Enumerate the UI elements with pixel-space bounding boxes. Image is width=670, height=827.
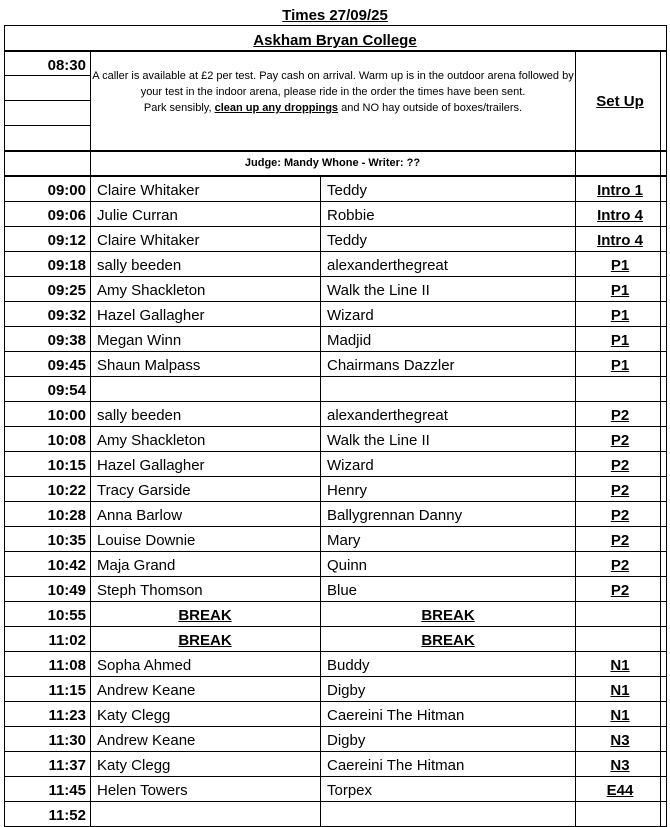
row-time: 10:55: [47, 607, 86, 624]
rider-name: Louise Downie: [97, 532, 196, 549]
test-name: N3: [610, 757, 630, 774]
row-time: 09:45: [47, 357, 86, 374]
grid-line: [4, 426, 666, 427]
rider-name: Megan Winn: [97, 332, 182, 349]
grid-line: [575, 52, 576, 826]
rider-name: Claire Whitaker: [97, 182, 200, 199]
grid-line: [4, 451, 666, 452]
grid-line: [4, 100, 90, 101]
test-name: P2: [610, 557, 630, 574]
grid-line: [4, 251, 666, 252]
rider-name: Helen Towers: [97, 782, 188, 799]
grid-line: [4, 651, 666, 652]
horse-name: Wizard: [327, 307, 374, 324]
grid-line: [4, 676, 666, 677]
test-name: P1: [610, 332, 630, 349]
rider-name: sally beeden: [97, 257, 182, 274]
grid-line: [4, 576, 666, 577]
grid-line: [4, 75, 90, 76]
row-time: 11:30: [48, 732, 86, 749]
row-time: 09:00: [47, 182, 86, 199]
rider-name: Maja Grand: [97, 557, 176, 574]
rider-name: Anna Barlow: [97, 507, 183, 524]
test-name: P2: [610, 532, 630, 549]
grid-line: [4, 351, 666, 352]
rider-name: Tracy Garside: [97, 482, 191, 499]
rider-name: Claire Whitaker: [97, 232, 200, 249]
grid-line: [4, 226, 666, 227]
row-time: 11:08: [48, 657, 86, 674]
grid-line: [4, 601, 666, 602]
grid-line: [4, 476, 666, 477]
horse-name: Ballygrennan Danny: [327, 507, 463, 524]
rider-name: Hazel Gallagher: [97, 457, 205, 474]
row-time: 09:06: [47, 207, 86, 224]
grid-line: [4, 726, 666, 727]
row-time: 09:54: [47, 382, 86, 399]
test-name: P1: [610, 282, 630, 299]
row-time: 11:23: [48, 707, 86, 724]
rider-name: Katy Clegg: [97, 757, 171, 774]
row-time: 10:08: [47, 432, 86, 449]
horse-name: Torpex: [327, 782, 373, 799]
event-info-line-2-start: Park sensibly,: [143, 102, 215, 114]
row-time: 09:38: [47, 332, 86, 349]
row-time: 11:02: [48, 632, 86, 649]
break-label: BREAK: [421, 632, 475, 649]
sheet-title: Times 27/09/25: [282, 7, 388, 24]
row-time: 10:49: [47, 582, 86, 599]
horse-name: Digby: [327, 682, 366, 699]
test-name: P1: [610, 357, 630, 374]
rider-name: sally beeden: [97, 407, 182, 424]
horse-name: Mary: [327, 532, 361, 549]
row-time: 10:00: [47, 407, 86, 424]
event-info-line-1: A caller is available at £2 per test. Pay cash on arrival. Warm up is in the outdoor arena followed by your test in the indoor arena, please ride in the order the times have been sent.: [92, 70, 574, 98]
row-time: 10:42: [47, 557, 86, 574]
rider-name: Steph Thomson: [97, 582, 203, 599]
row-time: 11:37: [48, 757, 86, 774]
row-time: 11:45: [48, 782, 86, 799]
grid-line: [4, 751, 666, 752]
grid-line: [4, 50, 666, 52]
grid-line: [4, 25, 666, 26]
test-name: Intro 4: [597, 207, 643, 224]
horse-name: Teddy: [327, 232, 368, 249]
break-label: BREAK: [421, 607, 475, 624]
grid-line: [4, 551, 666, 552]
event-info-droppings: clean up any droppings: [214, 102, 339, 114]
rider-name: Shaun Malpass: [97, 357, 201, 374]
rider-name: Katy Clegg: [97, 707, 171, 724]
row-time: 09:12: [47, 232, 86, 249]
test-name: P2: [610, 432, 630, 449]
break-label: BREAK: [178, 607, 232, 624]
test-name: P2: [610, 482, 630, 499]
event-info-line-2-end: and NO hay outside of boxes/trailers.: [338, 102, 523, 114]
grid-line: [666, 25, 667, 826]
rider-name: Julie Curran: [97, 207, 178, 224]
grid-line: [4, 125, 90, 126]
setup-label: Set Up: [596, 93, 644, 110]
rider-name: Amy Shackleton: [97, 282, 206, 299]
grid-line: [90, 52, 91, 826]
test-name: Intro 4: [597, 232, 643, 249]
test-name: Intro 1: [597, 182, 643, 199]
test-name: N3: [610, 732, 630, 749]
row-time: 09:32: [47, 307, 86, 324]
horse-name: Chairmans Dazzler: [327, 357, 455, 374]
rider-name: Hazel Gallagher: [97, 307, 205, 324]
horse-name: Henry: [327, 482, 368, 499]
horse-name: alexanderthegreat: [327, 407, 448, 424]
horse-name: alexanderthegreat: [327, 257, 448, 274]
test-name: N1: [610, 707, 630, 724]
test-name: P2: [610, 407, 630, 424]
test-name: P2: [610, 582, 630, 599]
grid-line: [4, 801, 666, 802]
horse-name: Digby: [327, 732, 366, 749]
rider-name: Andrew Keane: [97, 732, 196, 749]
horse-name: Walk the Line II: [327, 432, 430, 449]
horse-name: Wizard: [327, 457, 374, 474]
rider-name: Amy Shackleton: [97, 432, 206, 449]
break-label: BREAK: [178, 632, 232, 649]
test-name: P2: [610, 507, 630, 524]
grid-line: [4, 175, 666, 177]
test-name: P2: [610, 457, 630, 474]
horse-name: Robbie: [327, 207, 375, 224]
row-time: 11:15: [48, 682, 86, 699]
grid-line: [4, 526, 666, 527]
row-time: 10:22: [47, 482, 86, 499]
row-time: 10:35: [47, 532, 86, 549]
event-info: [92, 68, 574, 116]
grid-line: [4, 776, 666, 777]
horse-name: Teddy: [327, 182, 368, 199]
horse-name: Quinn: [327, 557, 368, 574]
grid-line: [4, 301, 666, 302]
grid-line: [4, 150, 666, 152]
grid-line: [4, 376, 666, 377]
grid-line: [660, 52, 661, 826]
row-time: 11:52: [48, 807, 86, 824]
test-name: N1: [610, 682, 630, 699]
row-time: 10:28: [47, 507, 86, 524]
intro-start-time: 08:30: [47, 57, 86, 74]
horse-name: Caereini The Hitman: [327, 707, 465, 724]
test-name: N1: [610, 657, 630, 674]
horse-name: Walk the Line II: [327, 282, 430, 299]
horse-name: Buddy: [327, 657, 370, 674]
row-time: 10:15: [47, 457, 86, 474]
horse-name: Caereini The Hitman: [327, 757, 465, 774]
grid-line: [320, 176, 321, 826]
test-name: P1: [610, 257, 630, 274]
row-time: 09:25: [47, 282, 86, 299]
row-time: 09:18: [47, 257, 86, 274]
venue-title: Askham Bryan College: [253, 32, 417, 49]
grid-line: [4, 701, 666, 702]
grid-line: [4, 501, 666, 502]
grid-line: [4, 626, 666, 627]
test-name: E44: [606, 782, 634, 799]
horse-name: Madjid: [327, 332, 372, 349]
judge-line: Judge: Mandy Whone - Writer: ??: [244, 157, 421, 169]
grid-line: [4, 401, 666, 402]
grid-line: [4, 326, 666, 327]
horse-name: Blue: [327, 582, 358, 599]
grid-line: [4, 201, 666, 202]
test-name: P1: [610, 307, 630, 324]
rider-name: Andrew Keane: [97, 682, 196, 699]
grid-line: [4, 276, 666, 277]
rider-name: Sopha Ahmed: [97, 657, 192, 674]
